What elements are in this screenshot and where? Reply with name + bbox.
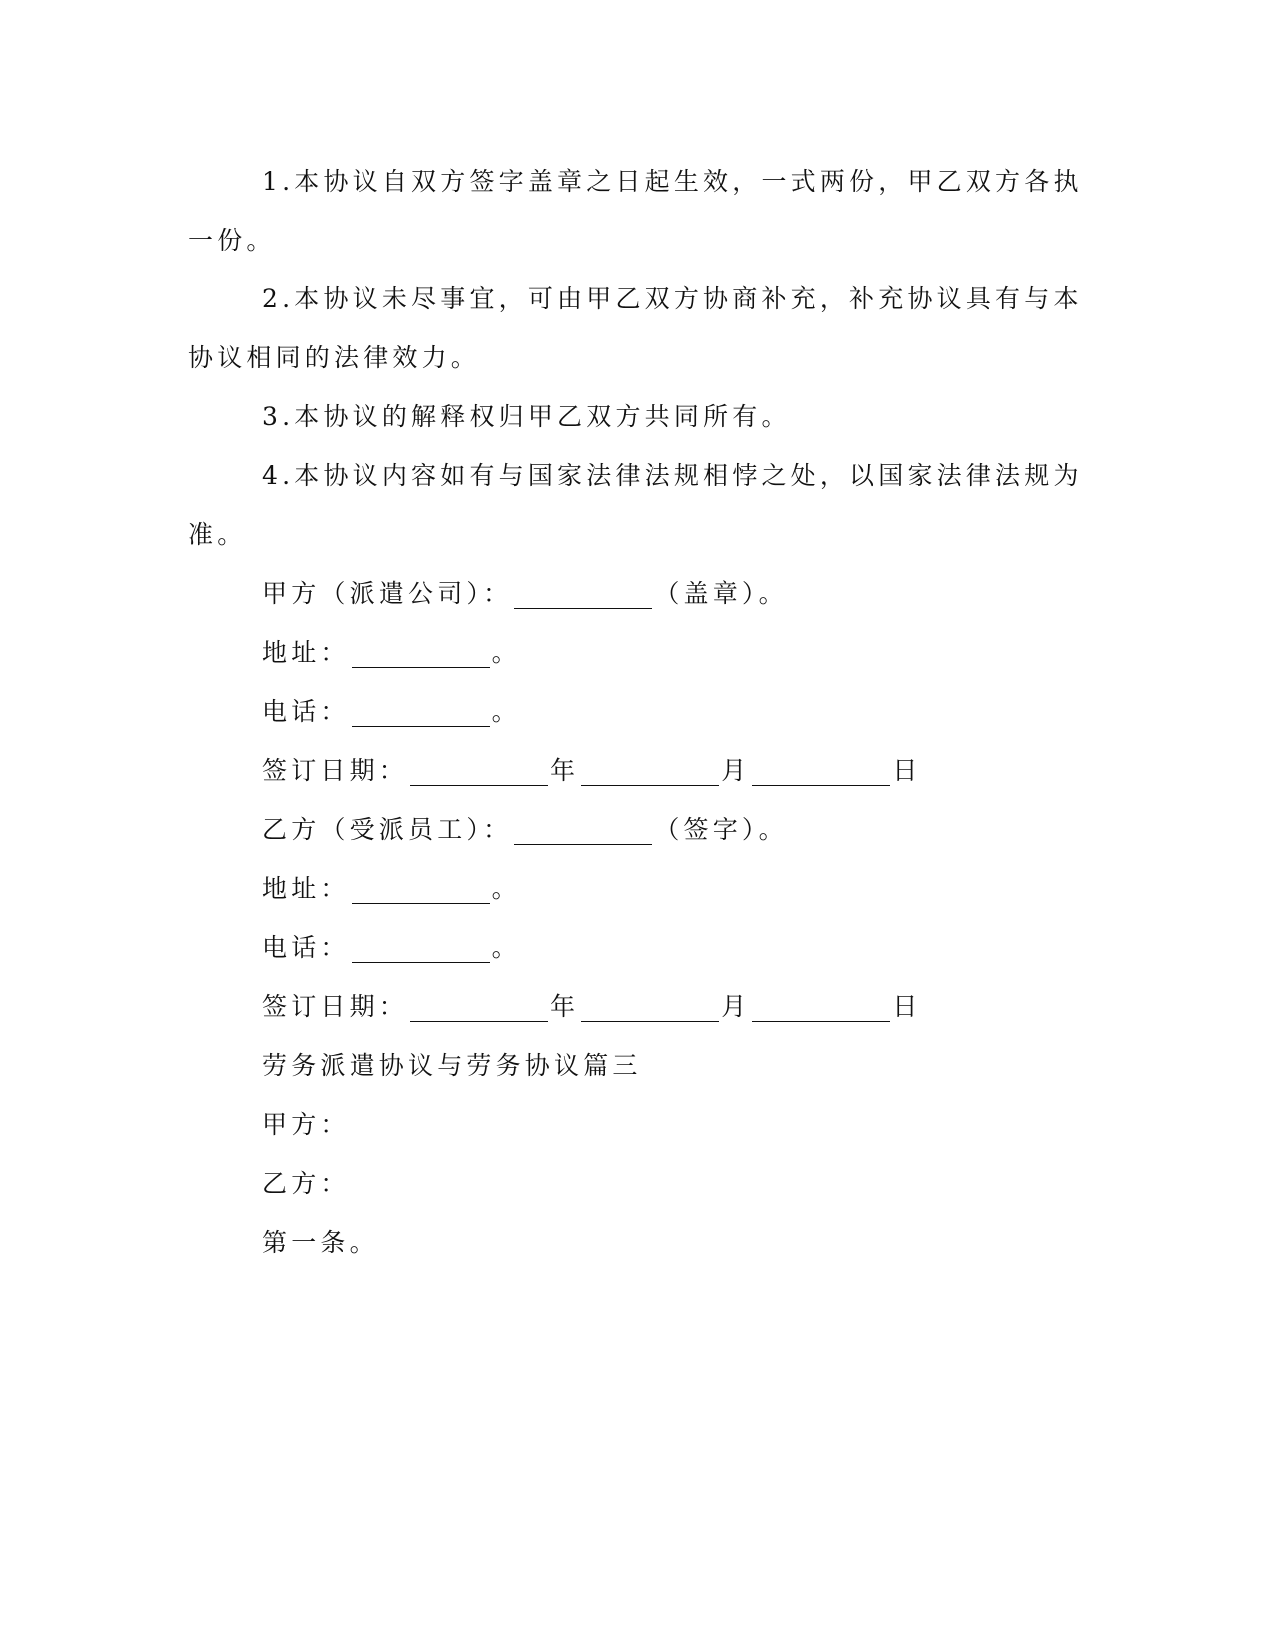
clause-2-line-1: 2.本协议未尽事宜，可由甲乙双方协商补充，补充协议具有与本: [262, 284, 1083, 313]
section-3-title: 劳务派遣协议与劳务协议篇三: [262, 1051, 642, 1080]
party-b-phone-label: 电话：: [262, 933, 350, 962]
party-b-sign-label: （签字）。: [654, 815, 788, 844]
party-a-address-end: 。: [491, 638, 521, 667]
party-a-phone-blank[interactable]: [352, 697, 490, 727]
party-a-address-blank[interactable]: [352, 638, 490, 668]
clause-4-line-2: 准。: [188, 520, 247, 549]
clause-4-line-1: 4.本协议内容如有与国家法律法规相悖之处，以国家法律法规为: [262, 461, 1083, 490]
clause-1-line-1: 1.本协议自双方签字盖章之日起生效，一式两份，甲乙双方各执: [262, 167, 1083, 196]
party-b-date-line: [262, 992, 922, 1022]
clause-3: 3.本协议的解释权归甲乙双方共同所有。: [262, 402, 791, 431]
year-unit: 年: [550, 756, 580, 785]
party-b-day-blank[interactable]: [752, 992, 890, 1022]
party-b-name-blank[interactable]: [514, 815, 652, 845]
party-a-month-blank[interactable]: [581, 756, 719, 786]
month-unit: 月: [721, 992, 751, 1021]
party-a-address-line: [262, 638, 521, 668]
party-a-date-label: 签订日期：: [262, 756, 409, 785]
year-unit: 年: [550, 992, 580, 1021]
party-b-phone-blank[interactable]: [352, 933, 490, 963]
party-a-day-blank[interactable]: [752, 756, 890, 786]
party-b-year-blank[interactable]: [410, 992, 548, 1022]
party-a-name-line: [262, 579, 788, 609]
party-a-date-line: [262, 756, 922, 786]
party-b-label: 乙方（受派员工）：: [262, 815, 513, 844]
party-b-phone-end: 。: [491, 933, 521, 962]
party-b-name-line: [262, 815, 788, 845]
section-3-party-b: 乙方：: [262, 1169, 350, 1198]
party-a-year-blank[interactable]: [410, 756, 548, 786]
party-b-address-label: 地址：: [262, 874, 350, 903]
party-a-phone-line: [262, 697, 521, 727]
party-b-address-end: 。: [491, 874, 521, 903]
party-b-address-line: [262, 874, 521, 904]
party-a-phone-end: 。: [491, 697, 521, 726]
section-3-article-1: 第一条。: [262, 1228, 379, 1257]
party-b-date-label: 签订日期：: [262, 992, 409, 1021]
party-a-label: 甲方（派遣公司）：: [262, 579, 513, 608]
party-b-phone-line: [262, 933, 521, 963]
clause-2-line-2: 协议相同的法律效力。: [188, 343, 481, 372]
day-unit: 日: [892, 756, 922, 785]
party-a-phone-label: 电话：: [262, 697, 350, 726]
party-b-address-blank[interactable]: [352, 874, 490, 904]
clause-1-line-2: 一份。: [188, 226, 276, 255]
section-3-party-a: 甲方：: [262, 1110, 350, 1139]
month-unit: 月: [721, 756, 751, 785]
party-b-month-blank[interactable]: [581, 992, 719, 1022]
day-unit: 日: [892, 992, 922, 1021]
party-a-name-blank[interactable]: [514, 579, 652, 609]
party-a-address-label: 地址：: [262, 638, 350, 667]
party-a-seal-label: （盖章）。: [654, 579, 788, 608]
